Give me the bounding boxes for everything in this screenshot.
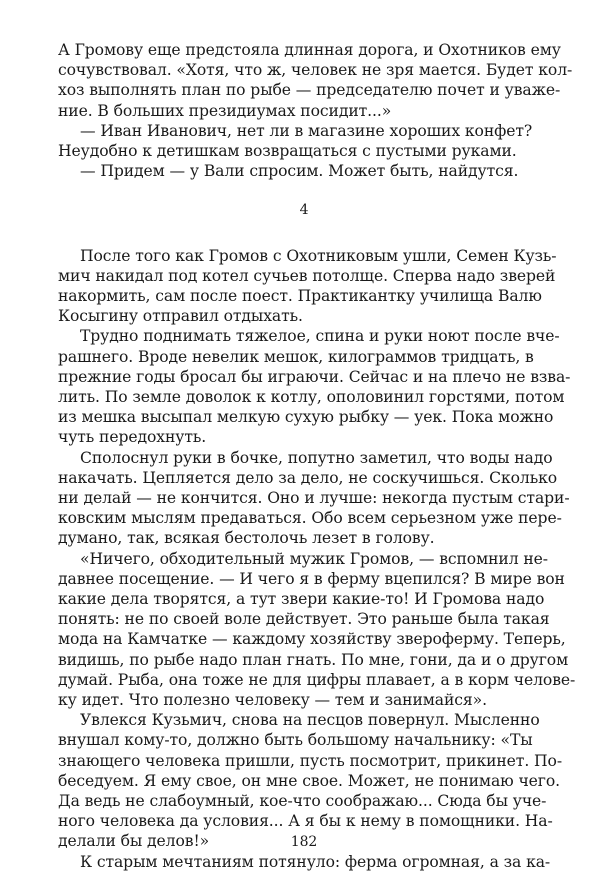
text-line: ние. В больших президиумах посидит...»	[58, 101, 392, 120]
text-line: хоз выполнять план по рыбе — председателю почет и уваже-	[58, 81, 561, 100]
text-line: — Иван Иванович, нет ли в магазине хороших конфет?	[80, 121, 533, 140]
text-line: чуть передохнуть.	[58, 428, 207, 447]
text-line: «Ничего, обходительный мужик Громов, — вспомнил не-	[80, 549, 548, 568]
text-line: ни делай — не кончится. Оно и лучше: некогда пустым стари-	[58, 489, 570, 507]
text-line: мода на Камчатке — каждому хозяйству звероферму. Теперь,	[58, 630, 566, 649]
text-line: А Громову еще предстояла длинная дорога, и Охотников ему	[58, 41, 561, 59]
text-line: Сполоснул руки в бочке, попутно заметил, что воды надо	[80, 448, 553, 467]
text-line: — Придем — у Вали спросим. Может быть, найдутся.	[80, 162, 519, 181]
text-line: знающего человека пришли, пусть посмотрит, прикинет. По-	[58, 751, 563, 770]
page-number: 182	[290, 834, 318, 850]
text-line: ковским мыслям предаваться. Обо всем серьезном уже пере-	[58, 509, 562, 528]
text-line: Увлекся Кузьмич, снова на песцов повернул. Мысленно	[80, 711, 540, 730]
text-line: Косыгину отправил отдыхать.	[58, 307, 303, 326]
text-line: Да ведь не слабоумный, кое-что соображаю... Сюда бы уче-	[58, 792, 547, 810]
text-line: беседуем. Я ему свое, он мне свое. Может, не понимаю чего.	[58, 771, 561, 790]
text-line: накачать. Цепляется дело за дело, не соскучишься. Сколько	[58, 468, 558, 487]
text-line: давнее посещение. — И чего я в ферму вцепился? В мире вон	[58, 569, 565, 588]
text-line: видишь, по рыбе надо план гнать. По мне, гони, да и о другом	[58, 650, 569, 669]
text-line: Трудно поднимать тяжелое, спина и руки ноют после вче-	[80, 327, 560, 346]
text-line: К старым мечтаниям потянуло: ферма огромная, а за ка-	[80, 852, 551, 871]
text-line: После того как Громов с Охотниковым ушли, Семен Кузь-	[80, 246, 557, 265]
text-line: сочувствовал. «Хотя, что ж, человек не зря мается. Будет кол-	[58, 61, 573, 80]
text-line: рашнего. Вроде невелик мешок, килограммов тридцать, в	[58, 347, 534, 366]
text-line: из мешка высыпал мелкую сухую рыбку — уек. Пока можно	[58, 408, 554, 427]
text-line: думай. Рыба, она тоже не для цифры плавает, а в корм челове-	[58, 670, 576, 689]
text-line: ку идет. Что полезно человеку — тем и занимайся».	[58, 691, 487, 709]
text-line: мич накидал под котел сучьев потолще. Сперва надо зверей	[58, 266, 556, 285]
text-line: внушал кому-то, должно быть большому начальнику: «Ты	[58, 731, 533, 750]
text-line: думано, так, всякая бестолочь лезет в голову.	[58, 529, 435, 548]
text-line: прежние годы бросал бы играючи. Сейчас и на плечо не взва-	[58, 367, 571, 386]
text-line: ного человека да условия... А я бы к нему в помощники. На-	[58, 812, 553, 831]
text-line: накормить, сам после поест. Практикантку училища Валю	[58, 287, 542, 305]
text-line: делали бы делов!»	[58, 832, 210, 851]
text-line: понять: не по своей воле действует. Это раньше была такая	[58, 610, 550, 629]
text-line: лить. По земле доволок к котлу, ополовинил горстями, потом	[58, 388, 565, 406]
text-line: какие дела творятся, а тут звери какие-то! И Громова надо	[58, 590, 545, 608]
chapter-number: 4	[299, 202, 309, 219]
text-line: Неудобно к детишкам возвращаться с пустыми руками.	[58, 142, 517, 160]
